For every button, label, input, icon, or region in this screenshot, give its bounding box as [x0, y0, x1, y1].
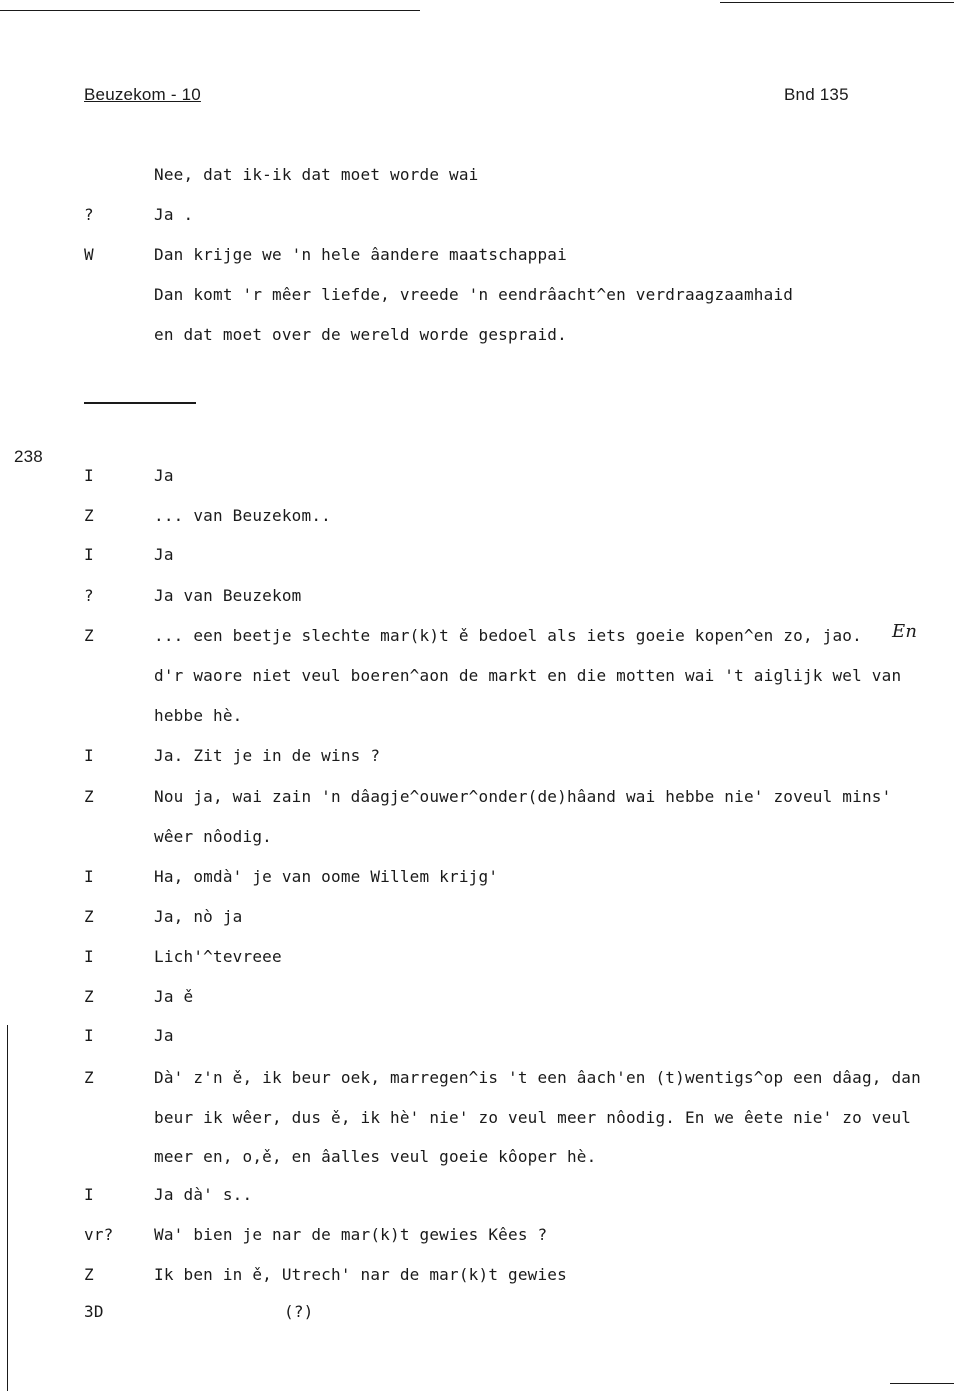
speaker-label: Z [84, 987, 94, 1006]
margin-note: 238 [14, 447, 43, 466]
line-text: Lich'^tevreee [154, 947, 282, 966]
line-text: Nee, dat ik-ik dat moet worde wai [154, 165, 479, 184]
line-text: Ja [154, 1026, 174, 1045]
line-text: meer en, o,ě, en âalles veul goeie kôoper hè. [154, 1147, 597, 1166]
line-text: Wa' bien je nar de mar(k)t gewies Kêes ? [154, 1225, 548, 1244]
speaker-label: I [84, 867, 94, 886]
speaker-label: W [84, 245, 94, 264]
speaker-label: Z [84, 787, 94, 806]
speaker-label: I [84, 746, 94, 765]
line-text: Ja ě [154, 987, 194, 1006]
speaker-label: ? [84, 586, 94, 605]
line-text: ... een beetje slechte mar(k)t ě bedoel als iets goeie kopen^en zo, jao. [154, 626, 862, 645]
line-text: Dà' z'n ě, ik beur oek, marregen^is 't een âach'en (t)wentigs^op een dâag, dan [154, 1068, 921, 1087]
handwritten-note: En [892, 621, 918, 642]
line-text: Ja, nò ja [154, 907, 243, 926]
line-text: Ja [154, 466, 174, 485]
line-text: Ja dà' s.. [154, 1185, 253, 1204]
line-text: hebbe hè. [154, 706, 243, 725]
speaker-label: ? [84, 205, 94, 224]
line-text: Ja [154, 545, 174, 564]
speaker-label: Z [84, 907, 94, 926]
speaker-label: vr? [84, 1225, 114, 1244]
speaker-label: I [84, 466, 94, 485]
speaker-label: Z [84, 506, 94, 525]
line-text: Ja. Zit je in de wins ? [154, 746, 381, 765]
line-text: Ha, omdà' je van oome Willem krijg' [154, 867, 499, 886]
line-text: ... van Beuzekom.. [154, 506, 331, 525]
margin-line [7, 1025, 8, 1391]
line-text: wêer nôodig. [154, 827, 272, 846]
footnote-marker: (?) [284, 1302, 314, 1321]
line-text: Dan krijge we 'n hele âandere maatschappai [154, 245, 567, 264]
top-rule-right [720, 2, 954, 3]
line-text: Ja . [154, 205, 194, 224]
speaker-label: I [84, 1185, 94, 1204]
speaker-label: I [84, 1026, 94, 1045]
speaker-label: 3D [84, 1302, 104, 1321]
speaker-label: Z [84, 1068, 94, 1087]
line-text: Ja van Beuzekom [154, 586, 302, 605]
line-text: en dat moet over de wereld worde gespraid. [154, 325, 567, 344]
line-text: Ik ben in ě, Utrech' nar de mar(k)t gewies [154, 1265, 567, 1284]
speaker-label: Z [84, 626, 94, 645]
line-text: Dan komt 'r mêer liefde, vreede 'n eendrâacht^en verdraagzaamhaid [154, 285, 794, 304]
bottom-stroke [890, 1383, 954, 1384]
speaker-label: I [84, 947, 94, 966]
line-text: d'r waore niet veul boeren^aon de markt en die motten wai 't aiglijk wel van [154, 666, 902, 685]
speaker-label: Z [84, 1265, 94, 1284]
page-title: Beuzekom - 10 [84, 85, 201, 104]
line-text: Nou ja, wai zain 'n dâagje^ouwer^onder(de)hâand wai hebbe nie' zoveul mins' [154, 787, 892, 806]
section-separator [84, 402, 196, 404]
line-text: beur ik wêer, dus ě, ik hè' nie' zo veul meer nôodig. En we êete nie' zo veul [154, 1108, 912, 1127]
speaker-label: I [84, 545, 94, 564]
volume-label: Bnd 135 [784, 85, 849, 104]
top-rule [0, 10, 420, 11]
